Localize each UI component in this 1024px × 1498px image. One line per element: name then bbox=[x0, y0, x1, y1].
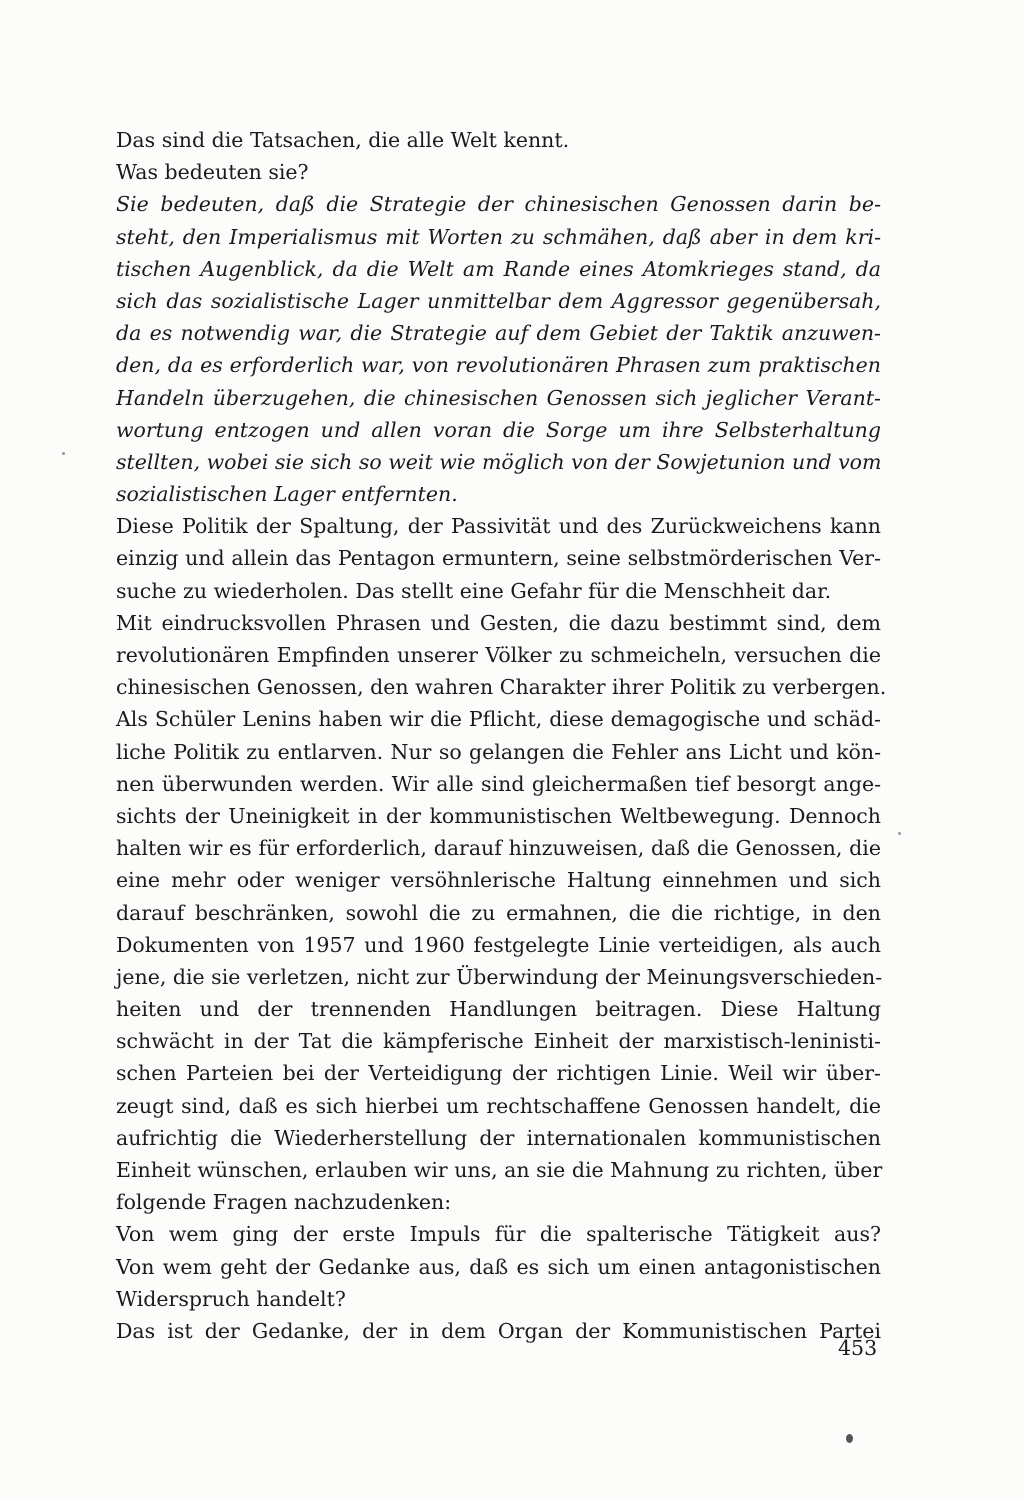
text-line: zeugt sind, daß es sich hierbei um rechtschaffene Genossen handelt, die bbox=[116, 1093, 881, 1118]
text-line: wortung entzogen und allen voran die Sorge um ihre Selbsterhaltung bbox=[116, 417, 881, 442]
text-line: Diese Politik der Spaltung, der Passivität und des Zurückweichens kann bbox=[116, 514, 881, 539]
text-line: Das sind die Tatsachen, die alle Welt kennt. bbox=[116, 128, 570, 152]
text-line: da es notwendig war, die Strategie auf dem Gebiet der Taktik anzuwen- bbox=[116, 321, 881, 346]
text-line: halten wir es für erforderlich, darauf hinzuweisen, daß die Genossen, die bbox=[116, 836, 881, 861]
text-line: suche zu wiederholen. Das stellt eine Gefahr für die Menschheit dar. bbox=[116, 578, 832, 603]
text-line: jene, die sie verletzen, nicht zur Überwindung der Meinungsverschieden- bbox=[116, 964, 883, 989]
text-line: aufrichtig die Wiederherstellung der internationalen kommunistischen bbox=[116, 1125, 881, 1150]
text-line: schen Parteien bei der Verteidigung der richtigen Linie. Weil wir über- bbox=[116, 1061, 881, 1086]
text-line: einzig und allein das Pentagon ermuntern, seine selbstmörderischen Ver- bbox=[116, 546, 881, 571]
text-line: stellten, wobei sie sich so weit wie möglich von der Sowjetunion und vom bbox=[116, 449, 882, 474]
text-line: Was bedeuten sie? bbox=[116, 160, 309, 185]
text-line: den, da es erforderlich war, von revolutionären Phrasen zum praktischen bbox=[116, 353, 881, 378]
text-line: sichts der Uneinigkeit in der kommunistischen Weltbewegung. Dennoch bbox=[116, 803, 881, 828]
text-line: heiten und der trennenden Handlungen beitragen. Diese Haltung bbox=[116, 997, 881, 1022]
body-text bbox=[116, 124, 887, 1347]
text-line: tischen Augenblick, da die Welt am Rande eines Atomkrieges stand, da bbox=[116, 256, 881, 281]
text-line: liche Politik zu entlarven. Nur so gelangen die Fehler ans Licht und kön- bbox=[116, 739, 881, 764]
text-line: Mit eindrucksvollen Phrasen und Gesten, die dazu bestimmt sind, dem bbox=[116, 610, 881, 635]
text-line: Widerspruch handelt? bbox=[116, 1286, 346, 1311]
text-line: Von wem geht der Gedanke aus, daß es sich um einen antagonistischen bbox=[116, 1254, 881, 1279]
text-line: Handeln überzugehen, die chinesischen Genossen sich jeglicher Verant- bbox=[116, 385, 881, 410]
print-speck bbox=[62, 452, 65, 455]
text-line: sich das sozialistische Lager unmittelbar dem Aggressor gegenübersah, bbox=[116, 288, 881, 313]
text-line: Dokumenten von 1957 und 1960 festgelegte Linie verteidigen, als auch bbox=[116, 932, 881, 957]
text-line: eine mehr oder weniger versöhnlerische Haltung einnehmen und sich bbox=[116, 868, 881, 893]
text-line: Sie bedeuten, daß die Strategie der chinesischen Genossen darin be- bbox=[116, 192, 881, 217]
text-line: Als Schüler Lenins haben wir die Pflicht, diese demagogische und schäd- bbox=[116, 707, 881, 732]
text-line: Von wem ging der erste Impuls für die spalterische Tätigkeit aus? bbox=[116, 1222, 881, 1247]
text-line: chinesischen Genossen, den wahren Charakter ihrer Politik zu verbergen. bbox=[116, 675, 887, 700]
text-line: folgende Fragen nachzudenken: bbox=[116, 1190, 452, 1215]
text-line: nen überwunden werden. Wir alle sind gleichermaßen tief besorgt ange- bbox=[116, 771, 881, 796]
text-line: revolutionären Empfinden unserer Völker zu schmeicheln, versuchen die bbox=[116, 643, 881, 667]
text-line: darauf beschränken, sowohl die zu ermahnen, die die richtige, in den bbox=[116, 900, 881, 925]
text-line: Das ist der Gedanke, der in dem Organ der Kommunistischen Partei bbox=[116, 1318, 881, 1343]
text-line: schwächt in der Tat die kämpferische Einheit der marxistisch-leninisti- bbox=[116, 1029, 881, 1054]
text-line: steht, den Imperialismus mit Worten zu schmähen, daß aber in dem kri- bbox=[116, 224, 881, 249]
text-line: sozialistischen Lager entfernten. bbox=[116, 482, 458, 507]
print-speck bbox=[846, 1434, 853, 1443]
page-number: 453 bbox=[838, 1336, 878, 1360]
print-speck bbox=[898, 832, 901, 835]
text-line: Einheit wünschen, erlauben wir uns, an sie die Mahnung zu richten, über bbox=[116, 1158, 883, 1182]
